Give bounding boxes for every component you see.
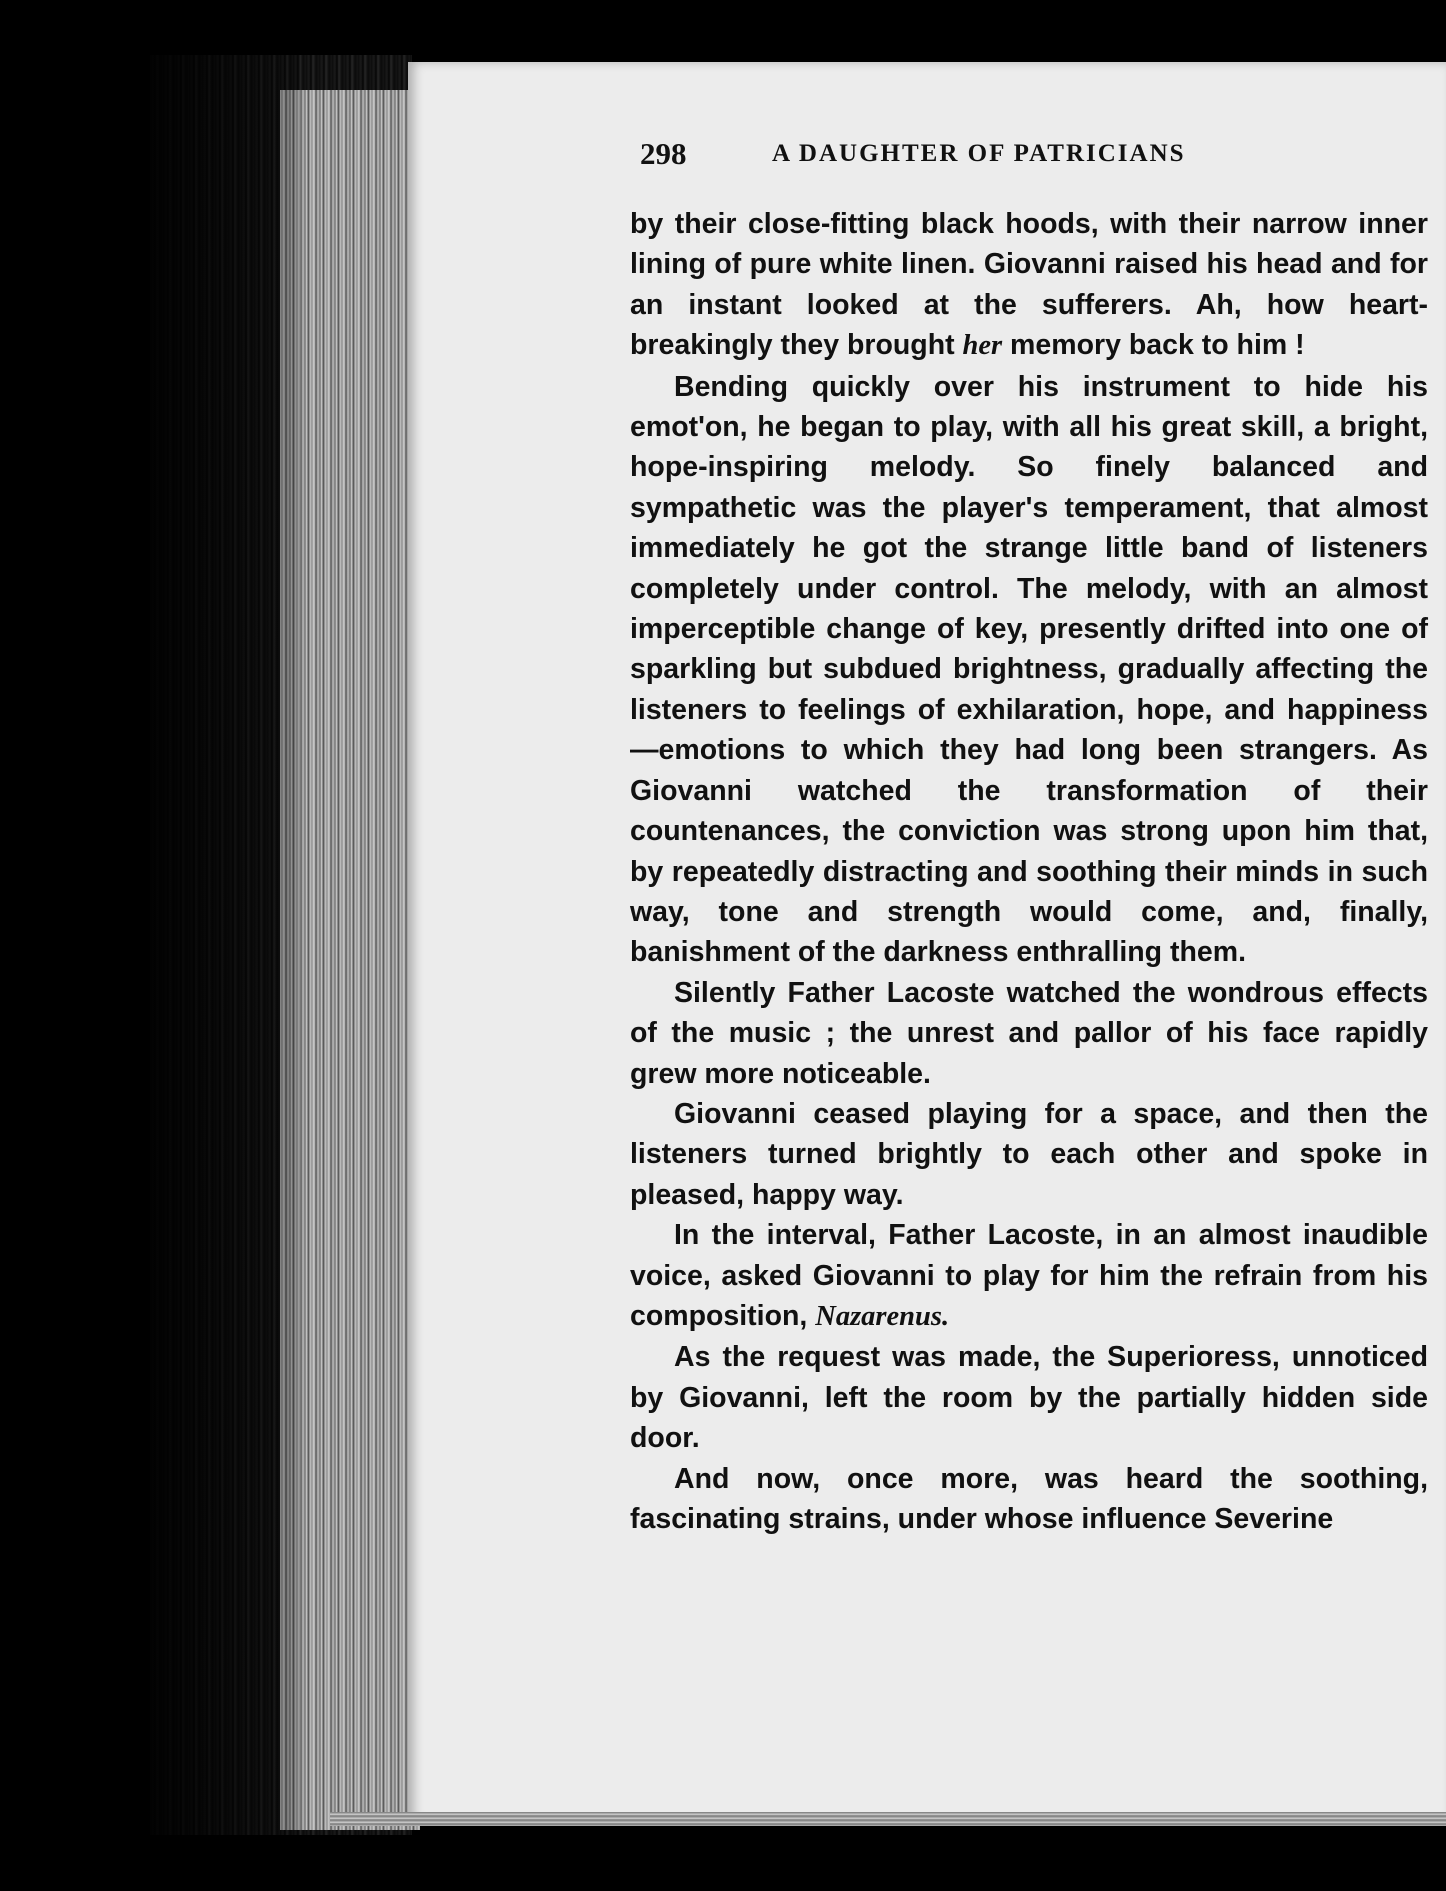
paragraph-text: And now, once more, was heard the soothing, fascinating strains, under whose influence Severine (630, 1462, 1428, 1535)
paragraph (630, 1094, 1428, 1215)
paragraph-text: Silently Father Lacoste watched the wondrous effects of the music ; the unrest and pallor of his face rapidly grew more noticeable. (630, 976, 1428, 1090)
italic-text: her (962, 330, 1003, 362)
paragraph (630, 204, 1428, 367)
paragraph-text: Giovanni ceased playing for a space, and then the listeners turned brightly to each other and spoke in pleased, happy way. (630, 1097, 1428, 1211)
paragraph-text: In the interval, Father Lacoste, in an almost inaudible voice, asked Giovanni to play for him the refrain from his composition, (630, 1219, 1428, 1332)
page-number: 298 (640, 136, 687, 171)
paragraph (630, 973, 1428, 1094)
page-header (640, 136, 1440, 176)
page-edges-stack (280, 90, 420, 1830)
paragraph (630, 1459, 1428, 1540)
italic-text: Nazarenus. (815, 1300, 950, 1332)
paragraph-text: Bending quickly over his instrument to hide his emot'on, he began to play, with all his great skill, a bright, hope-inspiring melody. So finely balanced and sympathetic was the player's temperament, that almost immediately he got the strange little band of listeners completely under control. The melody, with an almost imperceptible change of key, presently drifted into one of sparkling but subdued brightness, gradually affecting the listeners to feelings of exhilaration, hope, and happiness—emotions to which they had long been strangers. As Giovanni watched the transformation of their countenances, the conviction was strong upon him that, by repeatedly distracting and soothing their minds in such way, tone and strength would come, and, finally, banishment of the darkness enthralling them. (630, 370, 1428, 969)
paragraph-text: memory back to him ! (1002, 329, 1305, 362)
paragraph-text: As the request was made, the Superioress, unnoticed by Giovanni, left the room by the partially hidden side door. (630, 1341, 1428, 1455)
running-title: A DAUGHTER OF PATRICIANS (772, 140, 1186, 167)
body-text (630, 204, 1428, 1539)
paragraph (630, 1215, 1428, 1337)
paragraph (630, 1337, 1428, 1458)
page-bottom-edges (330, 1812, 1446, 1826)
paragraph-text: by their close-fitting black hoods, with their narrow inner lining of pure white linen. Giovanni raised his head and for an instant looked at the sufferers. Ah, how heart-breakingly they brought (630, 208, 1428, 362)
spine-shadow (150, 55, 300, 1835)
paragraph (630, 367, 1428, 973)
